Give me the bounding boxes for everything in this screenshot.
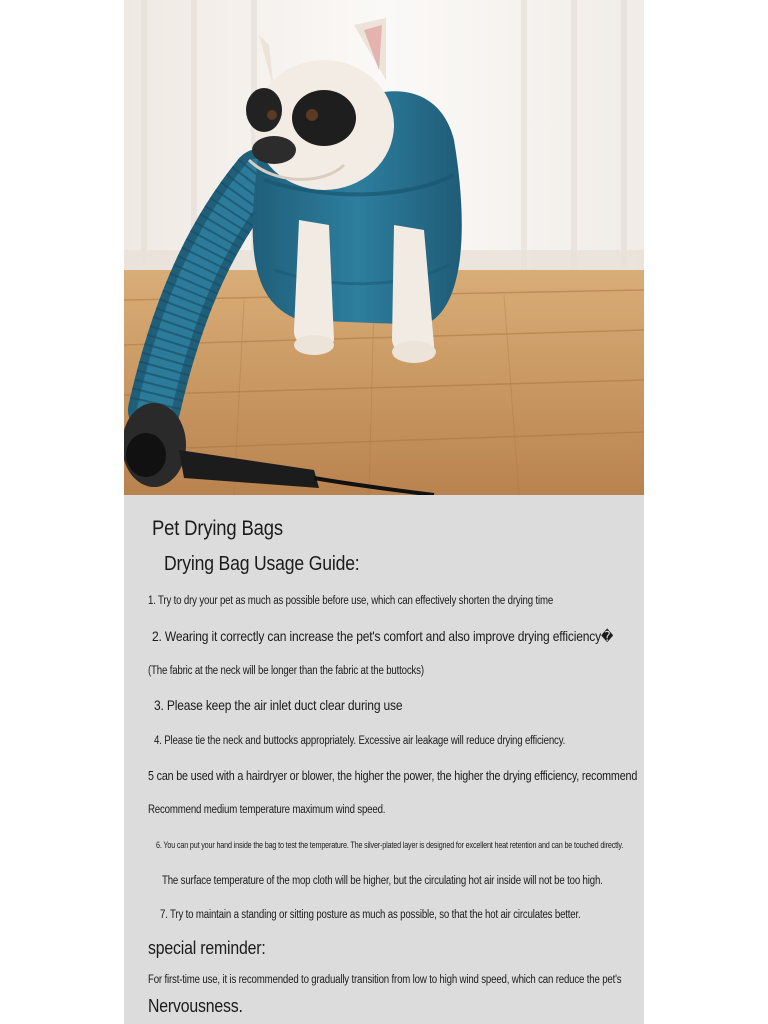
guide-line-4: 4. Please tie the neck and buttocks appropriately. Excessive air leakage will reduce drying efficiency.: [154, 735, 566, 747]
photo-illustration: [124, 0, 644, 495]
guide-line-6: 6. You can put your hand inside the bag to test the temperature. The silver-plated layer is designed for excellent heat retention and can be touched directly.: [156, 840, 624, 850]
guide-line-6-note: The surface temperature of the mop cloth will be higher, but the circulating hot air inside will not be too high.: [162, 875, 603, 887]
guide-title: Pet Drying Bags: [152, 517, 283, 540]
guide-subtitle: Drying Bag Usage Guide:: [164, 553, 360, 575]
reminder-tail: Nervousness.: [148, 996, 243, 1016]
reminder-text: For first-time use, it is recommended to gradually transition from low to high wind speed, which can reduce the pet's: [148, 974, 622, 986]
usage-guide: [124, 495, 644, 1024]
guide-line-2-note: (The fabric at the neck will be longer than the fabric at the buttocks): [148, 665, 424, 677]
guide-line-5: 5 can be used with a hairdryer or blower, the higher the power, the higher the drying efficiency, recommend: [148, 769, 638, 783]
reminder-title: special reminder:: [148, 938, 266, 958]
guide-line-2: 2. Wearing it correctly can increase the pet's comfort and also improve drying efficiency�: [152, 628, 614, 644]
guide-line-7: 7. Try to maintain a standing or sitting posture as much as possible, so that the hot air circulates better.: [160, 909, 581, 921]
product-detail-panel: [124, 0, 644, 1024]
guide-line-3: 3. Please keep the air inlet duct clear during use: [154, 697, 403, 713]
guide-line-5-note: Recommend medium temperature maximum wind speed.: [148, 804, 386, 816]
dog-in-drying-bag-photo: [124, 0, 644, 495]
guide-line-1: 1. Try to dry your pet as much as possible before use, which can effectively shorten the drying time: [148, 595, 554, 607]
